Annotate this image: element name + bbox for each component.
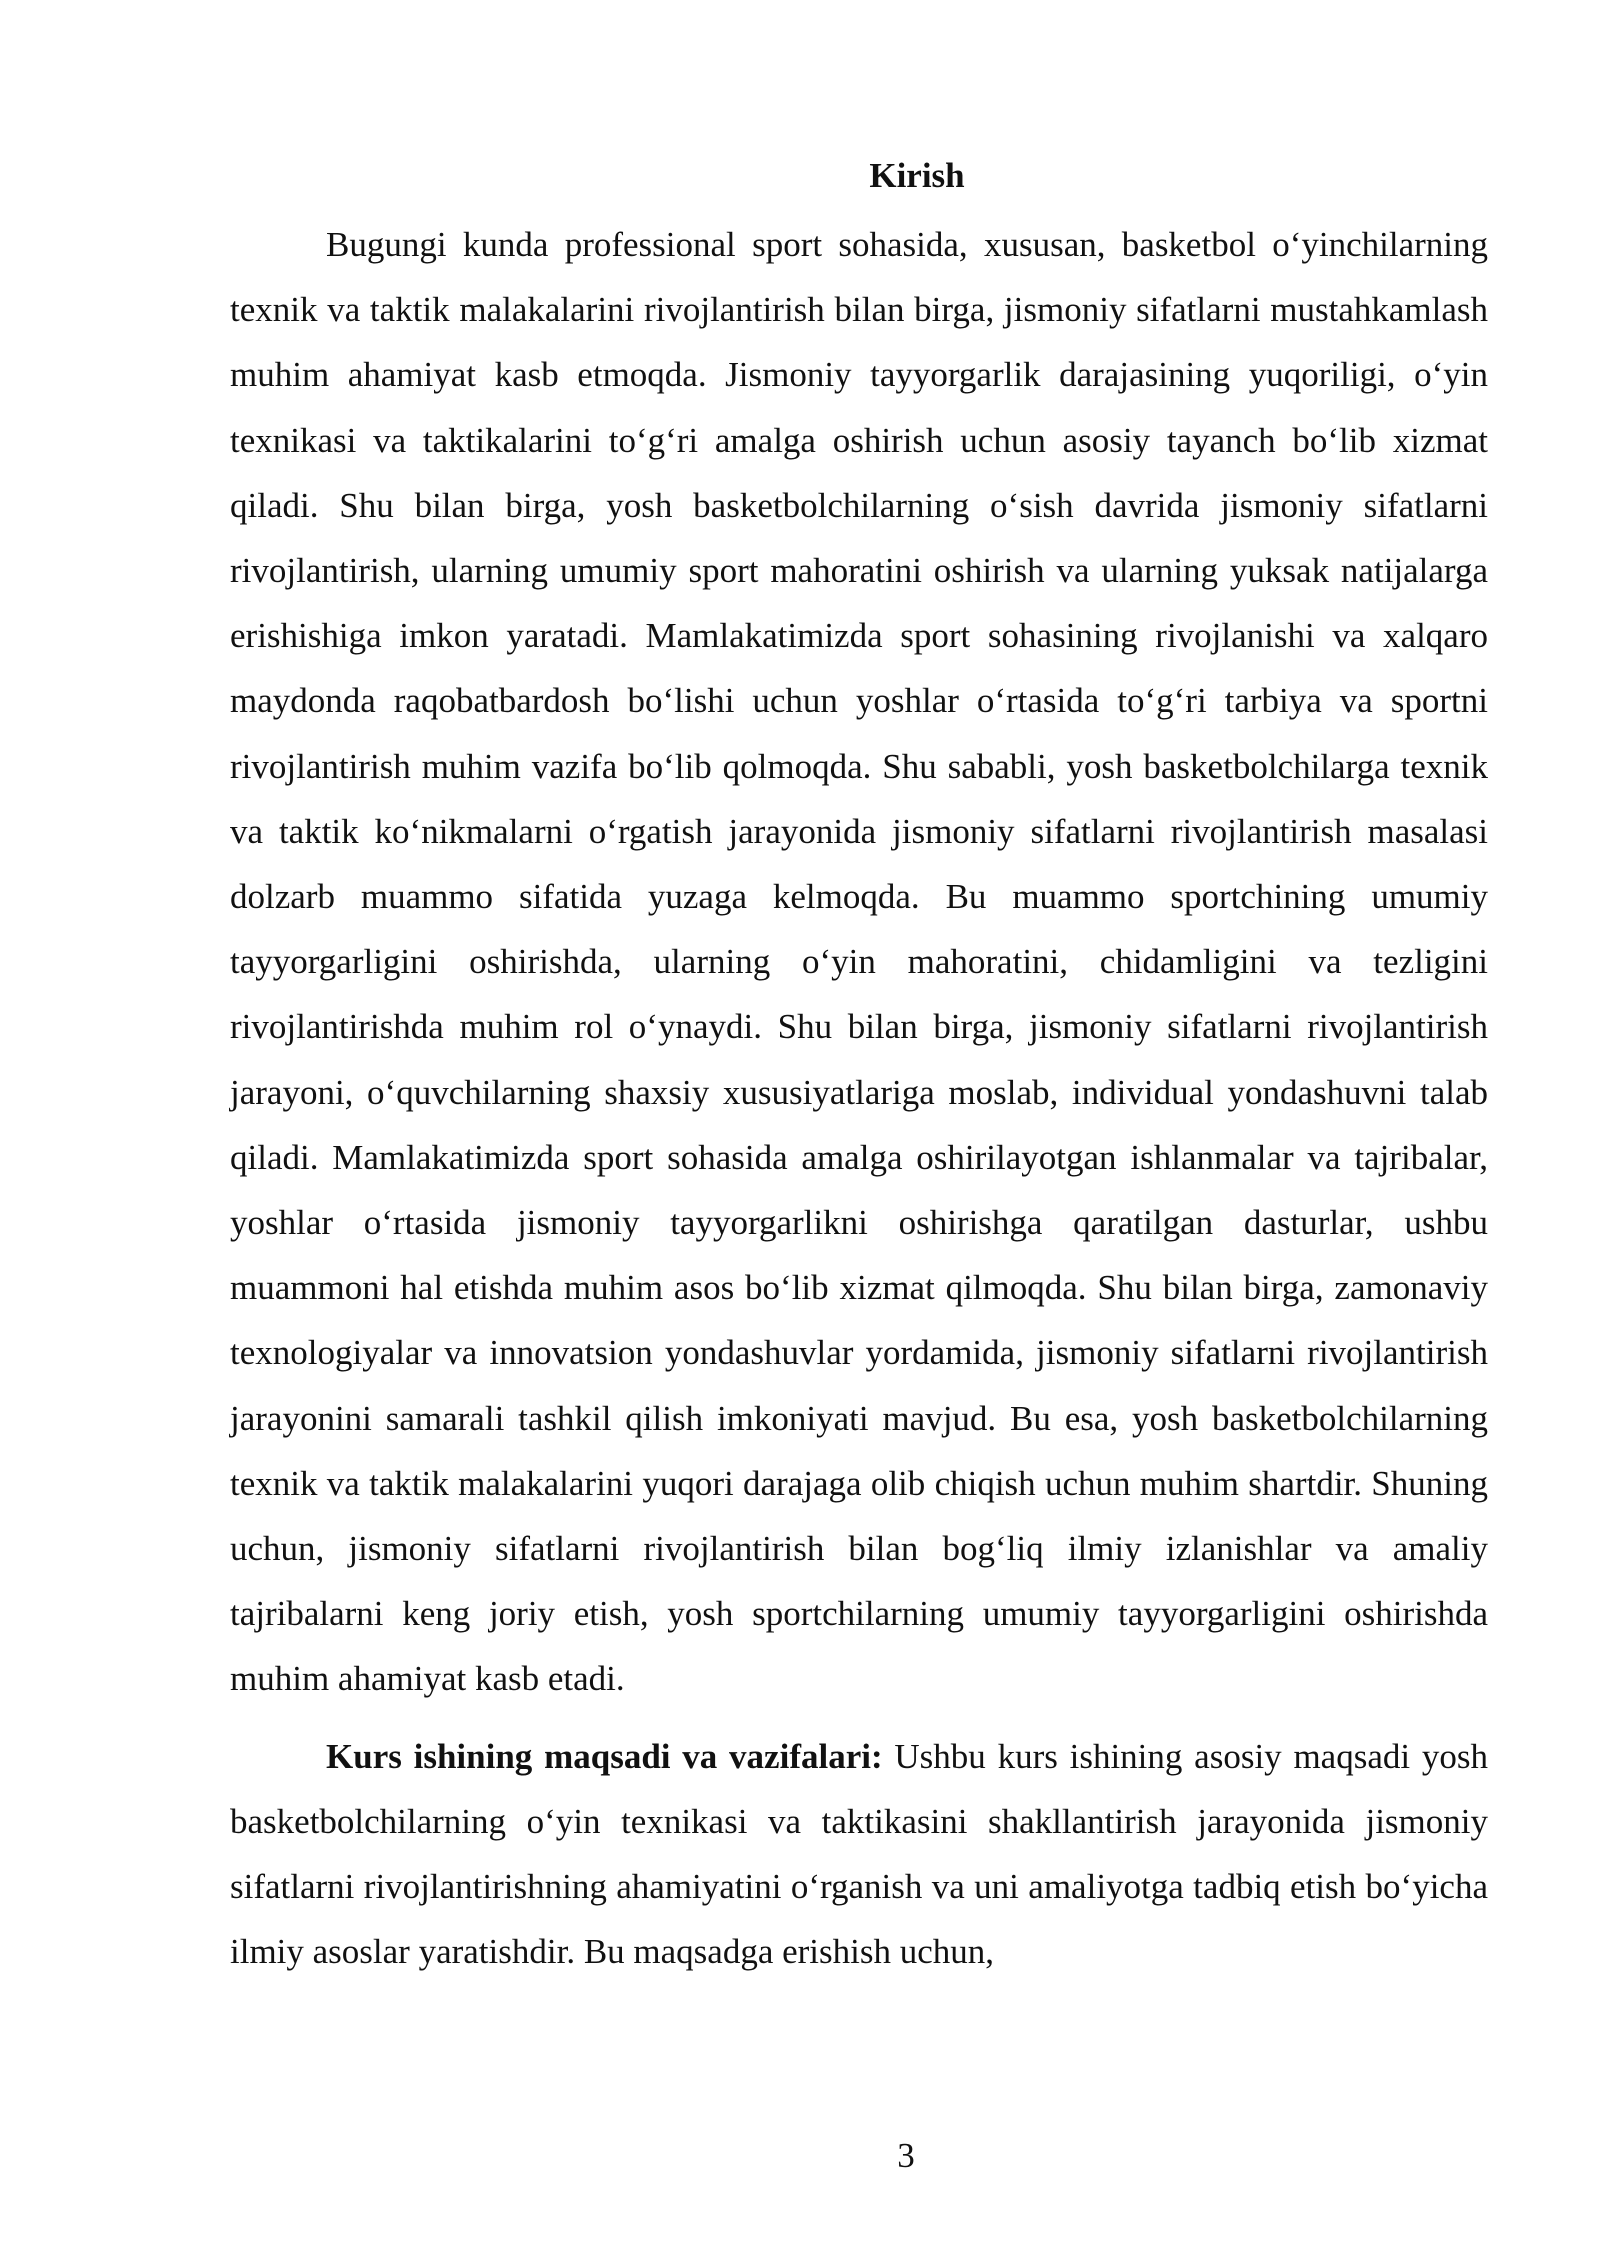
page-body xyxy=(230,148,1488,1984)
page-number: 3 xyxy=(897,2136,915,2175)
goals-heading: Kurs ishining maqsadi va vazifalari: xyxy=(326,1736,883,1776)
goals-paragraph xyxy=(230,1724,1488,1985)
intro-paragraph: Bugungi kunda professional sport sohasida, xususan, basketbol o‘yinchilarning texnik va taktik malakalarini rivojlantirish bilan birga, jismoniy sifatlarni mustahkamlash muhim ahamiyat kasb etmoqda. Jismoniy tayyorgarlik darajasining yuqoriligi, o‘yin texnikasi va taktikalarini to‘g‘ri amalga oshirish uchun asosiy tayanch bo‘lib xizmat qiladi. Shu bilan birga, yosh basketbolchilarning o‘sish davrida jismoniy sifatlarni rivojlantirish, ularning umumiy sport mahoratini oshirish va ularning yuksak natijalarga erishishiga imkon yaratadi. Mamlakatimizda sport sohasining rivojlanishi va xalqaro maydonda raqobatbardosh bo‘lishi uchun yoshlar o‘rtasida to‘g‘ri tarbiya va sportni rivojlantirish muhim vazifa bo‘lib qolmoqda. Shu sababli, yosh basketbolchilarga texnik va taktik ko‘nikmalarni o‘rgatish jarayonida jismoniy sifatlarni rivojlantirish masalasi dolzarb muammo sifatida yuzaga kelmoqda. Bu muammo sportchining umumiy tayyorgarligini oshirishda, ularning o‘yin mahoratini, chidamligini va tezligini rivojlantirishda muhim rol o‘ynaydi. Shu bilan birga, jismoniy sifatlarni rivojlantirish jarayoni, o‘quvchilarning shaxsiy xususiyatlariga moslab, individual yondashuvni talab qiladi. Mamlakatimizda sport sohasida amalga oshirilayotgan ishlanmalar va tajribalar, yoshlar o‘rtasida jismoniy tayyorgarlikni oshirishga qaratilgan dasturlar, ushbu muammoni hal etishda muhim asos bo‘lib xizmat qilmoqda. Shu bilan birga, zamonaviy texnologiyalar va innovatsion yondashuvlar yordamida, jismoniy sifatlarni rivojlantirish jarayonini samarali tashkil qilish imkoniyati mavjud. Bu esa, yosh basketbolchilarning texnik va taktik malakalarini yuqori darajaga olib chiqish uchun muhim shartdir. Shuning uchun, jismoniy sifatlarni rivojlantirish bilan bog‘liq ilmiy izlanishlar va amaliy tajribalarni keng joriy etish, yosh sportchilarning umumiy tayyorgarligini oshirishda muhim ahamiyat kasb etadi. xyxy=(230,225,1488,1699)
section-title: Kirish xyxy=(869,156,965,195)
goals-text: Ushbu kurs ishining asosiy maqsadi yosh basketbolchilarning o‘yin texnikasi va taktikasini shakllantirish jarayonida jismoniy sifatlarni rivojlantirishning ahamiyatini o‘rganish va uni amaliyotga tadbiq etish bo‘yicha ilmiy asoslar yaratishdir. Bu maqsadga erishish uchun, xyxy=(230,1736,1488,1972)
